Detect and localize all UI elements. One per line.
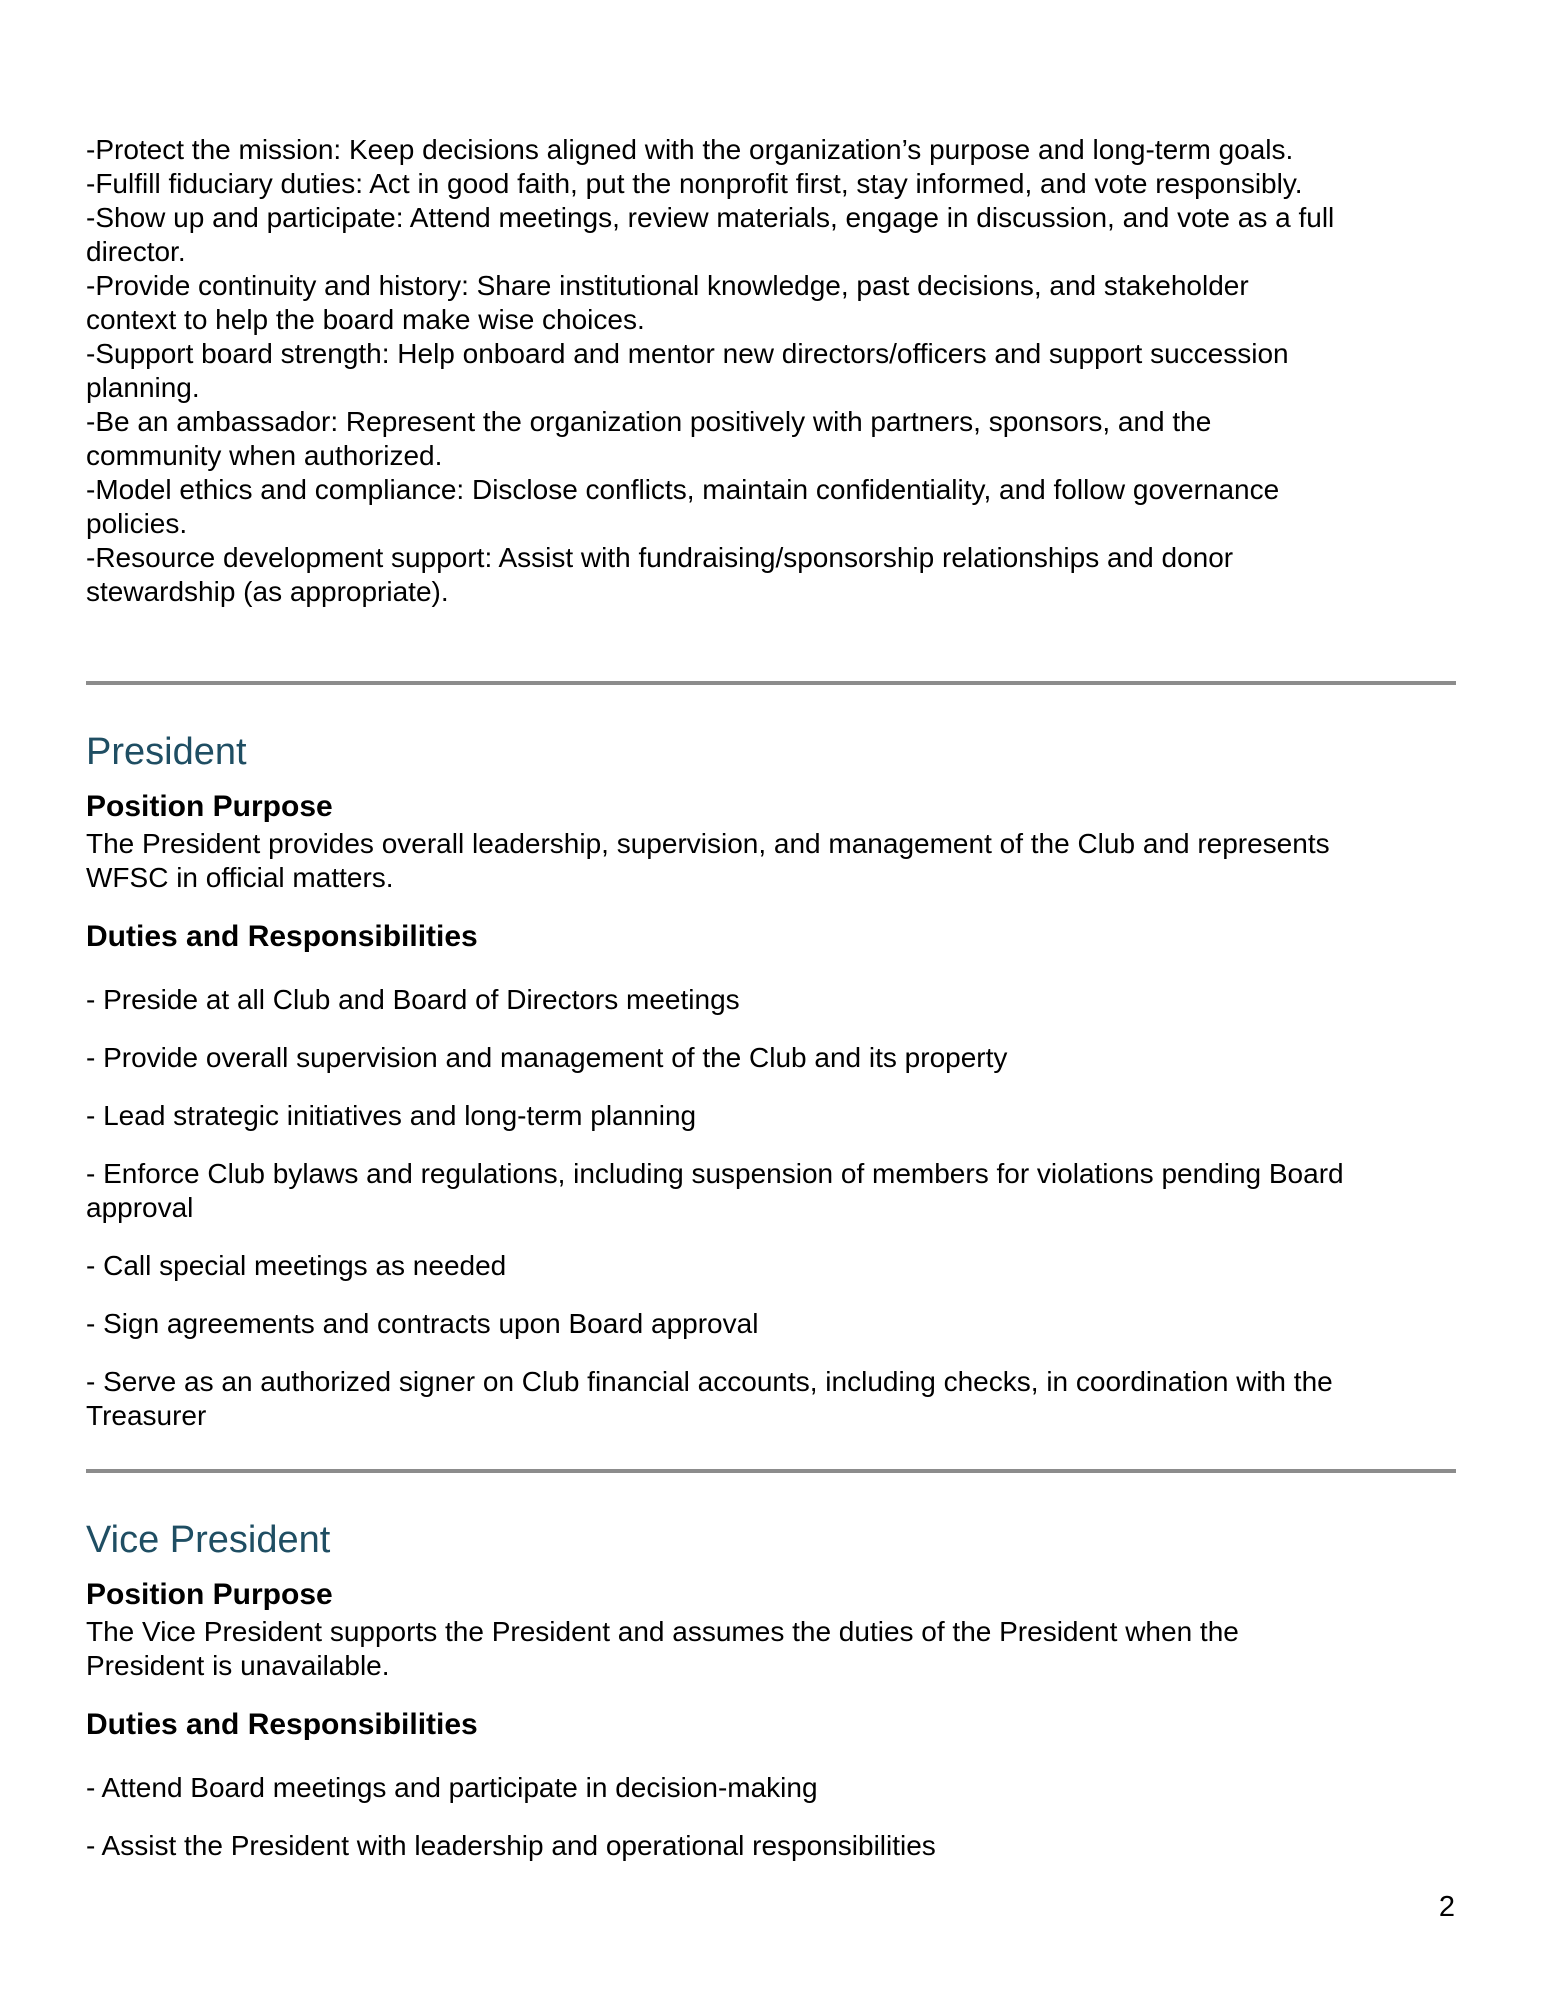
section-president xyxy=(86,729,1456,1433)
paragraph-line: WFSC in official matters. xyxy=(86,862,394,893)
document-content xyxy=(86,133,1456,1887)
duty-line: - Sign agreements and contracts upon Board approval xyxy=(86,1308,759,1339)
intro-line: policies. xyxy=(86,508,188,539)
intro-line: -Protect the mission: Keep decisions aligned with the organization’s purpose and long-term goals. xyxy=(86,134,1294,165)
intro-bullet-list xyxy=(86,133,1456,609)
intro-line: -Provide continuity and history: Share institutional knowledge, past decisions, and stakeholder xyxy=(86,270,1249,301)
position-purpose-heading: Position Purpose xyxy=(86,790,333,823)
duty-line: - Serve as an authorized signer on Club financial accounts, including checks, in coordination with the xyxy=(86,1366,1333,1397)
duty-item xyxy=(86,1829,1456,1863)
duties-list xyxy=(86,983,1456,1433)
duty-item xyxy=(86,1307,1456,1341)
intro-line: -Support board strength: Help onboard and mentor new directors/officers and support succession xyxy=(86,338,1289,369)
duty-item xyxy=(86,1041,1456,1075)
duty-item xyxy=(86,1249,1456,1283)
duty-line: - Lead strategic initiatives and long-term planning xyxy=(86,1100,697,1131)
page-number: 2 xyxy=(1438,1891,1455,1923)
position-purpose-text xyxy=(86,827,1456,895)
intro-line: -Resource development support: Assist with fundraising/sponsorship relationships and donor xyxy=(86,542,1234,573)
duty-line: - Assist the President with leadership and operational responsibilities xyxy=(86,1830,936,1861)
section-title: President xyxy=(86,731,247,773)
intro-line: director. xyxy=(86,236,186,267)
intro-line: -Fulfill fiduciary duties: Act in good faith, put the nonprofit first, stay informed, and vote responsibly. xyxy=(86,168,1303,199)
duty-line: - Provide overall supervision and management of the Club and its property xyxy=(86,1042,1008,1073)
duty-line: - Preside at all Club and Board of Directors meetings xyxy=(86,984,740,1015)
paragraph-line: President is unavailable. xyxy=(86,1650,390,1681)
intro-line: context to help the board make wise choices. xyxy=(86,304,645,335)
duties-heading: Duties and Responsibilities xyxy=(86,1708,478,1741)
intro-line: -Model ethics and compliance: Disclose conflicts, maintain confidentiality, and follow governance xyxy=(86,474,1280,505)
duty-line: approval xyxy=(86,1192,194,1223)
paragraph-line: The President provides overall leadership, supervision, and management of the Club and represents xyxy=(86,828,1330,859)
paragraph-line: The Vice President supports the President and assumes the duties of the President when the xyxy=(86,1616,1239,1647)
horizontal-rule xyxy=(86,681,1456,685)
duty-line: - Enforce Club bylaws and regulations, including suspension of members for violations pending Board xyxy=(86,1158,1344,1189)
horizontal-rule xyxy=(86,1469,1456,1473)
section-title: Vice President xyxy=(86,1519,331,1561)
intro-line: -Be an ambassador: Represent the organization positively with partners, sponsors, and the xyxy=(86,406,1212,437)
intro-line: planning. xyxy=(86,372,200,403)
duty-line: - Call special meetings as needed xyxy=(86,1250,507,1281)
duty-item xyxy=(86,1099,1456,1133)
duty-item xyxy=(86,1771,1456,1805)
intro-line: community when authorized. xyxy=(86,440,443,471)
intro-line: stewardship (as appropriate). xyxy=(86,576,449,607)
position-purpose-text xyxy=(86,1615,1456,1683)
duties-heading: Duties and Responsibilities xyxy=(86,920,478,953)
duty-line: Treasurer xyxy=(86,1400,207,1431)
section-vice-president xyxy=(86,1517,1456,1863)
duties-list xyxy=(86,1771,1456,1863)
duty-item xyxy=(86,1157,1456,1225)
duty-line: - Attend Board meetings and participate in decision-making xyxy=(86,1772,818,1803)
position-purpose-heading: Position Purpose xyxy=(86,1578,333,1611)
duty-item xyxy=(86,983,1456,1017)
intro-line: -Show up and participate: Attend meetings, review materials, engage in discussion, and vote as a full xyxy=(86,202,1335,233)
duty-item xyxy=(86,1365,1456,1433)
